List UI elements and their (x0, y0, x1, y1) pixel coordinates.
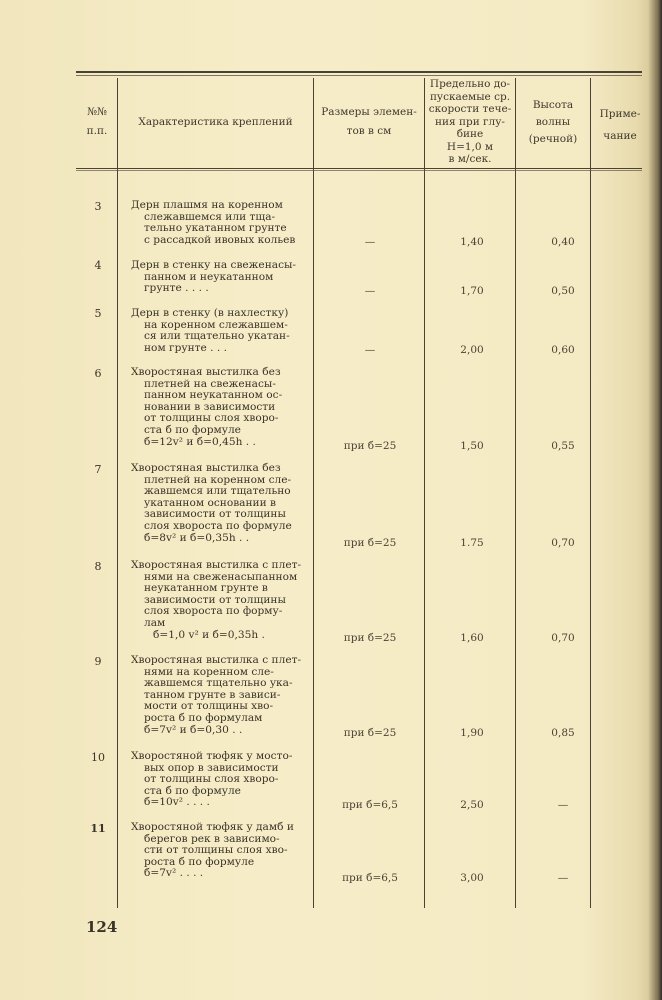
header-sizes-line-1: Размеры элемен- (321, 106, 417, 118)
row-num: 7 (94, 463, 102, 476)
row-speed: 2,50 (460, 799, 484, 811)
desc-line: лам (144, 616, 166, 629)
row-num: 4 (94, 259, 102, 272)
desc-line: жавшемся или тщательно (144, 485, 291, 498)
row-wave: 0,50 (551, 285, 575, 297)
header-wave (516, 97, 590, 148)
row-num: 6 (94, 367, 102, 380)
row-size: при б=25 (343, 632, 397, 644)
desc-line: жавшемся тщательно ука- (144, 677, 293, 690)
header-speed-line-6: H=1,0 м (446, 140, 494, 153)
row-size: при б=25 (343, 727, 397, 739)
row-num: 3 (94, 200, 102, 213)
row-wave: 0,60 (551, 344, 575, 356)
row-size: при б=6,5 (342, 799, 398, 811)
row-num: 8 (94, 560, 102, 573)
desc-line: Хворостяная выстилка с плет- (131, 559, 302, 571)
header-bottom-rule-2 (76, 170, 642, 171)
row-size: — (364, 344, 376, 356)
row-description (131, 260, 305, 295)
row-num: 9 (94, 655, 102, 668)
page-number: 124 (86, 918, 118, 936)
row-description (131, 655, 305, 736)
header-note-line-2: чание (603, 130, 637, 142)
row-size: — (364, 285, 376, 297)
row-wave: 0,70 (551, 632, 575, 644)
desc-line: мости от толщины хво- (144, 700, 274, 713)
row-wave: 0,85 (551, 727, 575, 739)
desc-line: Хворостяной тюфяк у дамб и (131, 821, 294, 833)
col-divider-2 (313, 78, 314, 908)
row-size: при б=25 (343, 440, 397, 452)
row-num: 5 (94, 307, 102, 320)
desc-line: танном грунте в зависи- (144, 688, 281, 701)
row-wave: — (557, 799, 569, 811)
col-divider-4 (515, 78, 516, 908)
desc-line: б=10v² . . . . (144, 796, 210, 809)
header-speed-line-1: Предельно до- (429, 78, 511, 90)
desc-line: Хворостяная выстилка без (131, 462, 281, 474)
desc-line: плетней на коренном сле- (144, 473, 292, 486)
header-speed-line-7: в м/сек. (448, 153, 492, 165)
desc-line: тельно укатанном грунте (144, 222, 287, 235)
row-description (131, 200, 305, 246)
header-num-line-1: №№ (87, 106, 107, 118)
desc-line: роста б по формуле (144, 855, 255, 868)
col-divider-3 (424, 78, 425, 908)
row-size: при б=25 (343, 537, 397, 549)
desc-line: Дерн в стенку (в нахлестку) (131, 307, 289, 319)
desc-line: роста б по формулам (144, 711, 263, 724)
header-speed-line-4: ния при глу- (435, 115, 505, 128)
desc-line: сти от толщины слоя хво- (144, 844, 288, 857)
row-speed: 3,00 (460, 872, 484, 884)
desc-line: слежавшемся или тща- (144, 210, 276, 223)
desc-line: нями на свеженасыпанном (144, 570, 298, 583)
row-wave: 0,40 (551, 236, 575, 248)
header-num-line-2: п.п. (86, 125, 108, 137)
row-num: 10 (91, 751, 105, 764)
desc-line: панном неукатанном ос- (144, 389, 283, 402)
row-speed: 1,40 (460, 236, 484, 248)
desc-line: неукатанном грунте в (144, 582, 268, 595)
desc-line: на коренном слежавшем- (144, 318, 288, 331)
desc-line: Хворостяная выстилка с плет- (131, 654, 302, 666)
header-speed-line-5: бине (456, 128, 484, 140)
desc-line: укатанном основании в (144, 496, 276, 509)
desc-line: от толщины слоя хворо- (144, 773, 279, 786)
desc-line: ста б по формуле (144, 423, 241, 436)
header-wave-line-1: Высота (532, 99, 574, 111)
row-size: — (364, 236, 376, 248)
desc-line: б=8v² и б=0,35h . . (144, 531, 250, 544)
row-size: при б=6,5 (342, 872, 398, 884)
desc-line: Хворостяной тюфяк у мосто- (131, 750, 293, 762)
desc-line: ном грунте . . . (144, 341, 228, 354)
row-description (131, 751, 305, 809)
col-divider-5 (590, 78, 591, 908)
desc-line: грунте . . . . (144, 282, 209, 295)
row-speed: 1,60 (460, 632, 484, 644)
table-top-rule-thin (76, 75, 642, 76)
desc-line: нями на коренном сле- (144, 665, 274, 678)
header-sizes-line-2: тов в см (346, 125, 392, 137)
row-description (131, 308, 305, 354)
header-wave-line-2: волны (535, 116, 571, 128)
header-note-line-1: Приме- (599, 108, 641, 120)
header-speed-line-2: пускаемые ср. (429, 90, 511, 103)
row-speed: 1.75 (460, 537, 484, 549)
row-speed: 1,50 (460, 440, 484, 452)
desc-line: панном и неукатанном (144, 270, 274, 283)
header-note (592, 103, 648, 147)
desc-line: ста б по формуле (144, 784, 241, 797)
header-speed (425, 78, 515, 166)
desc-line: слоя хвороста по формуле (144, 519, 292, 532)
table-top-rule (76, 71, 642, 73)
desc-line: слоя хвороста по форму- (144, 605, 283, 618)
book-binding-shadow (648, 0, 662, 1000)
row-wave: 0,55 (551, 440, 575, 452)
row-description (131, 560, 305, 641)
row-wave: — (557, 872, 569, 884)
desc-line: берегов рек в зависимо- (144, 832, 280, 845)
desc-line: новании в зависимости (144, 400, 276, 413)
header-num (78, 103, 116, 141)
row-description (131, 463, 305, 544)
row-speed: 1,90 (460, 727, 484, 739)
desc-line: б=7v² и б=0,30 . . (144, 723, 243, 736)
row-description (131, 367, 305, 448)
desc-line: от толщины слоя хворо- (144, 412, 279, 425)
row-num: 11 (90, 822, 106, 835)
desc-line: плетней на свеженасы- (144, 377, 276, 390)
row-wave: 0,70 (551, 537, 575, 549)
desc-line: Хворостяная выстилка без (131, 366, 281, 378)
header-wave-line-3: (речной) (528, 133, 578, 145)
header-bottom-rule (76, 168, 642, 169)
desc-line: Дерн в стенку на свеженасы- (131, 259, 297, 271)
desc-line: вых опор в зависимости (144, 761, 279, 774)
desc-line: зависимости от толщины (144, 593, 286, 606)
header-speed-line-3: скорости тече- (428, 103, 512, 115)
desc-line: б=12v² и б=0,45h . . (144, 435, 256, 448)
desc-line: б=1,0 v² и б=0,35h . (153, 628, 265, 641)
desc-line: Дерн плашмя на коренном (131, 199, 283, 211)
desc-line: зависимости от толщины (144, 508, 286, 521)
header-sizes (314, 103, 424, 141)
header-characteristic: Характеристика креплений (138, 116, 293, 128)
desc-line: б=7v² . . . . (144, 867, 204, 880)
row-speed: 2,00 (460, 344, 484, 356)
row-speed: 1,70 (460, 285, 484, 297)
row-description (131, 822, 305, 880)
desc-line: с рассадкой ивовых кольев (144, 233, 296, 246)
desc-line: ся или тщательно укатан- (144, 330, 290, 343)
